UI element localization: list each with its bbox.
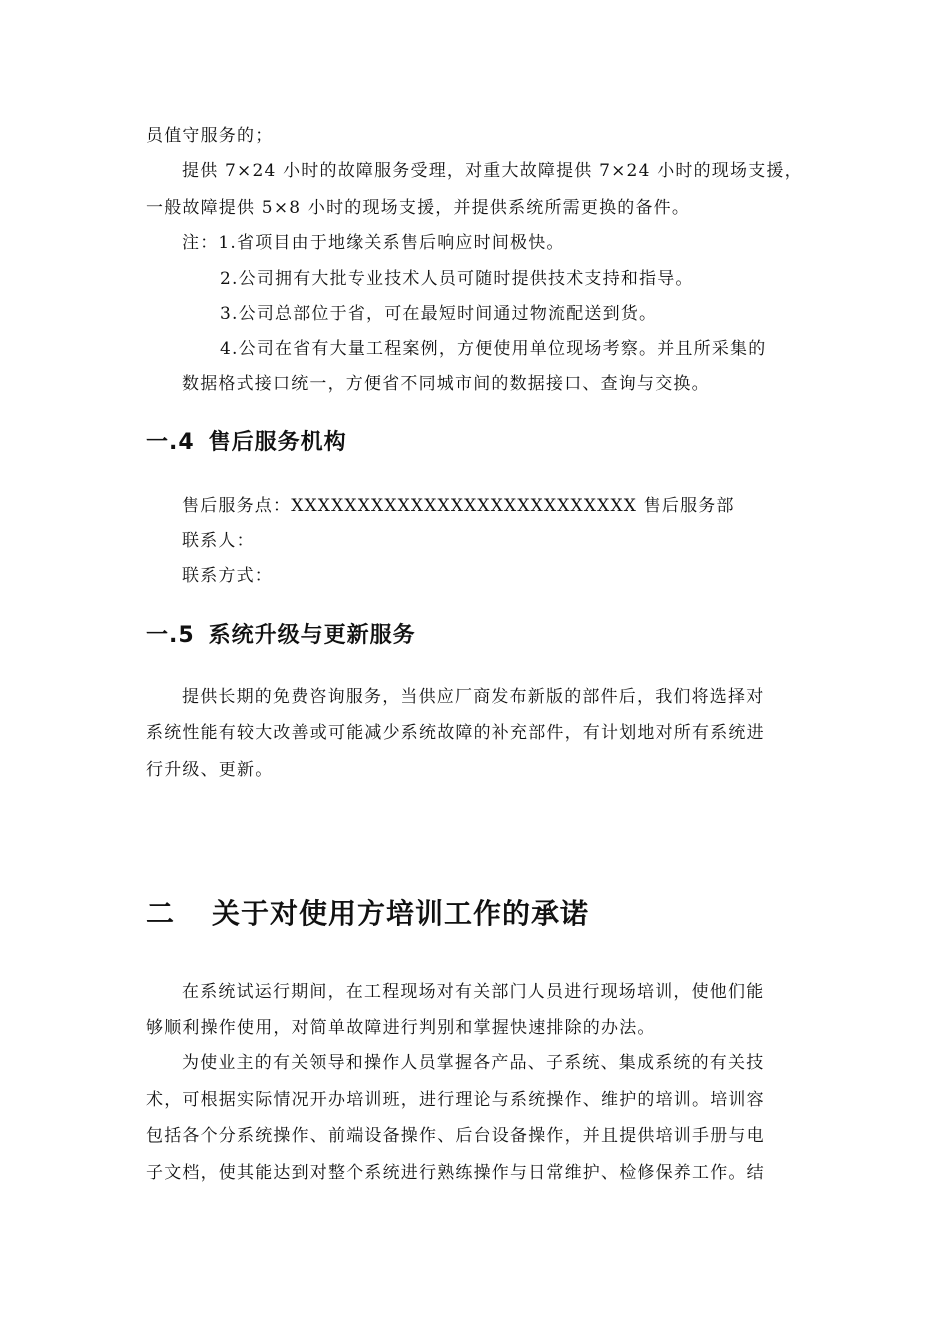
section-title: 系统升级与更新服务 [208, 623, 416, 648]
section-number: 一.4 [146, 430, 195, 455]
paragraph-line: 联系方式： [182, 566, 273, 586]
paragraph-line: 系统性能有较大改善或可能减少系统故障的补充部件，有计划地对所有系统进 [146, 723, 765, 743]
paragraph-line: 提供长期的免费咨询服务，当供应厂商发布新版的部件后，我们将选择对 [182, 687, 765, 707]
chapter-title: 关于对使用方培训工作的承诺 [212, 897, 590, 930]
paragraph-line: 子文档，使其能达到对整个系统进行熟练操作与日常维护、检修保养工作。结 [146, 1163, 765, 1183]
paragraph-line: 术，可根据实际情况开办培训班，进行理论与系统操作、维护的培训。培训容 [146, 1090, 765, 1110]
paragraph-line: 一般故障提供 5×8 小时的现场支援，并提供系统所需更换的备件。 [146, 198, 691, 218]
chapter-number: 二 [146, 897, 176, 930]
section-number: 一.5 [146, 623, 195, 648]
paragraph-line: 够顺利操作使用，对简单故障进行判别和掌握快速排除的办法。 [146, 1018, 656, 1038]
section-title: 售后服务机构 [208, 430, 347, 455]
paragraph-line: 提供 7×24 小时的故障服务受理，对重大故障提供 7×24 小时的现场支援， [182, 161, 803, 181]
paragraph-line: 包括各个分系统操作、前端设备操作、后台设备操作，并且提供培训手册与电 [146, 1126, 765, 1146]
note-line: 注：1.省项目由于地缘关系售后响应时间极快。 [182, 233, 565, 253]
paragraph-line: 行升级、更新。 [146, 760, 274, 780]
note-line: 3.公司总部位于省，可在最短时间通过物流配送到货。 [220, 304, 658, 324]
paragraph-line: 售后服务点：XXXXXXXXXXXXXXXXXXXXXXXXXX 售后服务部 [182, 496, 735, 516]
paragraph-line: 在系统试运行期间，在工程现场对有关部门人员进行现场培训，使他们能 [182, 982, 765, 1002]
paragraph-line: 联系人： [182, 531, 255, 551]
paragraph-line: 为使业主的有关领导和操作人员掌握各产品、子系统、集成系统的有关技 [182, 1053, 765, 1073]
note-line: 4.公司在省有大量工程案例，方便使用单位现场考察。并且所采集的 [220, 339, 767, 359]
note-line: 数据格式接口统一，方便省不同城市间的数据接口、查询与交换。 [182, 374, 710, 394]
paragraph-line: 员值守服务的； [146, 126, 274, 146]
section-heading [146, 428, 347, 458]
section-heading [146, 621, 416, 651]
chapter-heading [146, 896, 589, 932]
note-line: 2.公司拥有大批专业技术人员可随时提供技术支持和指导。 [220, 269, 694, 289]
